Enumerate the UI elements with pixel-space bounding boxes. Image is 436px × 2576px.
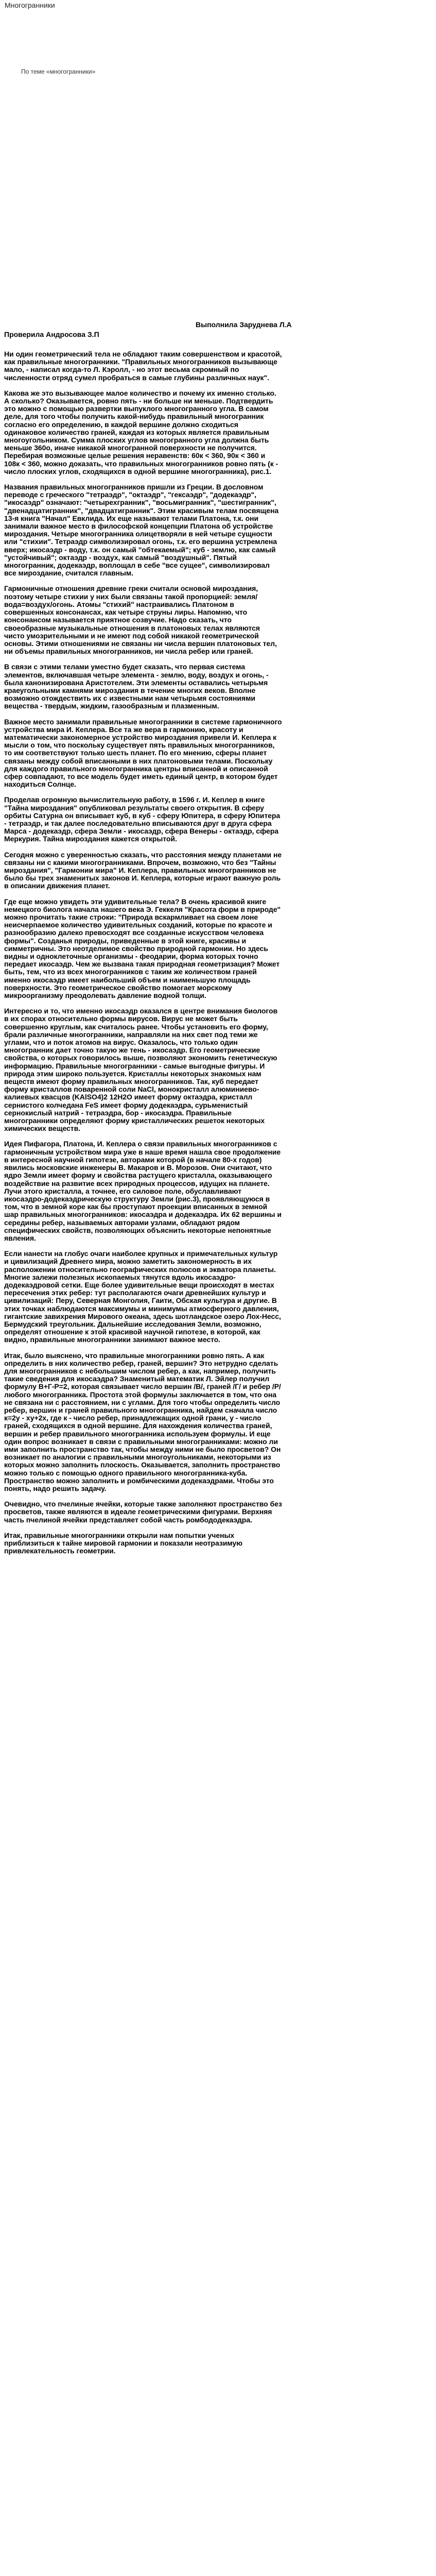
paragraph: Сегодня можно с уверенностью сказать, что расстояния между планетами не связаны ни с какими многогранниками. Впрочем, возможно, что без "Тайны мироздания", "Гармонии мира" И. Кеплера, правильных многогранников не было бы трех знаменитых законов И. Кеплера, которые играют важную роль в описании движения планет. — [4, 850, 282, 890]
paragraph: Очевидно, что пчелиные ячейки, которые также заполняют пространство без просветов, также являются в идеале геометрическими фигурами. Верхняя часть пчелиной ячейки представляет собой часть ромбододекаэдра. — [4, 1500, 282, 1524]
paragraph: Где еще можно увидеть эти удивительные тела? В очень красивой книге немецкого биолога начала нашего века Э. Геккеля "Красота форм в природе" можно прочитать такие строки: "Природа вскармливает на своем лоне неисчерпаемое количество удивительных созданий, которые по красоте и разнообразию далеко превосходят все созданные искусством человека формы". Созданья природы, приведенные в этой книге, красивы и симметричны. Это неотделимое свойство природной гармонии. Но здесь видны и одноклеточные организмы - феодарии, форма которых точно передает икосаэдр. Чем же вызвана такая природная геометризация? Может быть, тем, что из всех многогранников с таким же количеством граней именно икосаэдр имеет наибольший объем и наименьшую площадь поверхности. Это геометрическое свойство помогает морскому микроорганизму преодолевать давление водной толщи. — [4, 897, 281, 1000]
paragraph: Какова же это вызывающее малое количество и почему их именно столько. А сколько? Оказывается, ровно пять - ни больше ни меньше. Подтвердить это можно с помощью развертки выпуклого многогранного угла. В самом деле, для того чтобы получить какой-нибудь правильный многогранник согласно его определению, в каждой вершине должно сходиться одинаковое количество граней, каждая из которых является правильным многоугольником. Сумма плоских углов многогранного угла должна быть меньше 360о, иначе никакой многогранной поверхности не получится. Перебирая возможные целые решения неравенств: 60к < 360, 90к < 360 и 108к < 360, можно доказать, что правильных многогранников ровно пять (к - число плоских углов, сходящихся в одной вершине многогранника), рис.1. — [4, 388, 278, 476]
paragraph: Названия правильных многогранников пришли из Греции. В дословном переводе с греческого "тетраэдр", "октаэдр", "гексаэдр", "додекаэдр", "икосаэдр" означают: "четырехгранник", "восьмигранник", "шестигранник", "двенадцатигранник", "двадцатигранник". Этим красивым телам посвящена 13-я книга "Начал" Евклида. Их еще называют телами Платона, т.к. они занимали важное место в философской концепции Платона об устройстве мироздания. Четыре многогранника олицетворяли в ней четыре сущности или "стихии". Тетраэдр символизировал огонь, т.к. его вершина устремлена вверх; икосаэдр - воду, т.к. он самый "обтекаемый"; куб - землю, как самый "устойчивый"; октаэдр - воздух, как самый "воздушный". Пятый многогранник, додекаэдр, воплощал в себе "все сущее", символизировал все мироздание, считался главным. — [4, 483, 279, 578]
paragraph: Итак, правильные многогранники открыли нам попытки ученых приблизиться к тайне мировой гармонии и показали неотразимую привлекательность геометрии. — [4, 1531, 243, 1555]
paragraph: Проделав огромную вычислительную работу, в 1596 г. И. Кеплер в книге "Тайна мироздания" опубликовал результаты своего открытия. В сферу орбиты Сатурна он вписывает куб, в куб - сферу Юпитера, в сферу Юпитера - тетраэдр, и так далее последовательно вписываются друг в друга сфера Марса - додекаэдр, сфера Земли - икосаэдр, сфера Венеры - октаэдр, сфера Меркурия. Тайна мироздания кажется открытой. — [4, 795, 281, 843]
paragraph: Важное место занимали правильные многогранники в системе гармоничного устройства мира И. Кеплера. Все та же вера в гармонию, красоту и математически закономерное устройство мироздания привели И. Кеплера к мысли о том, что поскольку существует пять правильных многогранников, то им соответствуют только шесть планет. По его мнению, сферы планет связаны между собой вписанными в них платоновыми телами. Поскольку для каждого правильного многогранника центры вписанной и описанной сфер совпадают, то все модель будет иметь единый центр, в котором будет находиться Солнце. — [4, 717, 282, 789]
page-title: Многогранники — [5, 1, 55, 9]
paragraph: Интересно и то, что именно икосаэдр оказался в центре внимания биологов в их спорах относительно формы вирусов. Вирус не может быть совершенно круглым, как считалось ранее. Чтобы установить его форму, брали различные многогранники, направляли на них свет под теми же углами, что и поток атомов на вирус. Оказалось, что только один многогранник дает точно такую же тень - икосаэдр. Его геометрические свойства, о которых говорилось выше, позволяют экономить генетическую информацию. Правильные многогранники - самые выгодные фигуры. И природа этим широко пользуется. Кристаллы некоторых знакомых нам веществ имеют форму правильных многогранников. Так, куб передает форму кристаллов поваренной соли NaCl, монокристалл алюминиево-калиевых квасцов (KAlSO4)2 12H2O имеет форму октаэдра, кристалл сернистого колчедана FeS имеет форму додекаэдра, сурьменистый сернокислый натрий - тетраэдра, бор - икосаэдра. Правильные многогранники определяют форму кристаллических решеток некоторых химических веществ. — [4, 1007, 278, 1133]
article-body — [4, 350, 282, 1563]
paragraph: Гармоничные отношения древние греки считали основой мироздания, поэтому четыре стихии у них были связаны такой пропорцией: земля/вода=воздух/огонь. Атомы "стихий" настраивались Платоном в совершенных консонансах, как четыре струны лиры. Напомню, что консонансом называется приятное созвучие. Надо сказать, что своеобразные музыкальные отношения в платоновых телах являются чисто умозрительными и не имеют под собой никакой геометрической основы. Этими отношениями не связаны ни числа вершин платоновых тел, ни объемы правильных многогранников, ни числа ребер или граней. — [4, 584, 277, 656]
paragraph: В связи с этими телами уместно будет сказать, что первая система элементов, включавшая четыре элемента - землю, воду, воздух и огонь, - была канонизирована Аристотелем. Эти элементы оставались четырьмя краеугольными камнями мироздания в течение многих веков. Вполне возможно отождествить их с известными нам четырьмя состояниями вещества - твердым, жидким, газообразным и плазменным. — [4, 663, 269, 710]
topic-label: По теме «многогранники» — [21, 68, 96, 75]
paragraph: Идея Пифагора, Платона, И. Кеплера о связи правильных многогранников с гармоничным устройством мира уже в наше время нашла свое продолжение в интересной научной гипотезе, авторами которой (в начале 80-х годов) явились московские инженеры В. Макаров и В. Морозов. Они считают, что ядро Земли имеет форму и свойства растущего кристалла, оказывающего воздействие на развитие всех природных процессов, идущих на планете. Лучи этого кристалла, а точнее, его силовое поле, обуславливают икосаэдро-додекаэдрическую структуру Земли (рис.3), проявляющуюся в том, что в земной коре как бы проступают проекции вписанных в земной шар правильных многогранников: икосаэдра и додекаэдра. Их 62 вершины и середины ребер, называемых авторами узлами, обладают рядом специфических свойств, позволяющих объяснить некоторые непонятные явления. — [4, 1140, 282, 1242]
paragraph: Если нанести на глобус очаги наиболее крупных и примечательных культур и цивилизаций Древнего мира, можно заметить закономерность в их расположении относительно географических полюсов и экватора планеты. Многие залежи полезных ископаемых тянутся вдоль икосаэдро-додекаэдровой сетки. Еще более удивительные вещи происходят в местах пересечения этих ребер: тут располагаются очаги древнейших культур и цивилизаций: Перу, Северная Монголия, Гаити, Обская культура и другие. В этих точках наблюдаются максимумы и минимумы атмосферного давления, гигантские завихрения Мирового океана, здесь шотландское озеро Лох-Несс, Бермудский треугольник. Дальнейшие исследования Земли, возможно, определят отношение к этой красивой научной гипотезе, в которой, как видно, правильные многогранники занимают важное место. — [4, 1249, 281, 1344]
paragraph: Итак, было выяснено, что правильные многогранники ровно пять. А как определить в них количество ребер, граней, вершин? Это нетрудно сделать для многогранников с небольшим числом ребер, а как, например, получить такие сведения для икосаэдра? Знаменитый математик Л. Эйлер получил формулу В+Г-Р=2, которая связывает число вершин /В/, граней /Г/ и ребер /Р/ любого многогранника. Простота этой формулы заключается в том, что она не связана ни с расстоянием, ни с углами. Для того чтобы определить число ребер, вершин и граней правильного многогранника, найдем сначала число к=2у - ху+2х, где к - число ребер, принадлежащих одной грани, у - число граней, сходящихся в одной вершине. Для нахождения количества граней, вершин и ребер правильного многогранника используем формулы. И еще один вопрос возникает в связи с правильными многогранниками: можно ли ими заполнить пространство так, чтобы между ними не было просветов? Он возникает по аналогии с правильными многоугольниками, некоторыми из которых можно заполнить плоскость. Оказывается, заполнить пространство можно только с помощью одного правильного многогранника-куба. Пространство можно заполнить и ромбическими додекаэдрами. Чтобы это понять, надо решить задачу. — [4, 1351, 281, 1493]
author-credit: Выполнила Заруднева Л.А — [196, 320, 292, 329]
paragraph: Ни один геометрический тела не обладают таким совершенством и красотой, как правильные многогранники. "Правильных многогранников вызывающе мало, - написал когда-то Л. Кэролл, - но этот весьма скромный по численности отряд сумел пробраться в самые глубины различных наук". — [4, 350, 282, 382]
checker-credit: Проверила Андросова З.П — [4, 330, 99, 338]
